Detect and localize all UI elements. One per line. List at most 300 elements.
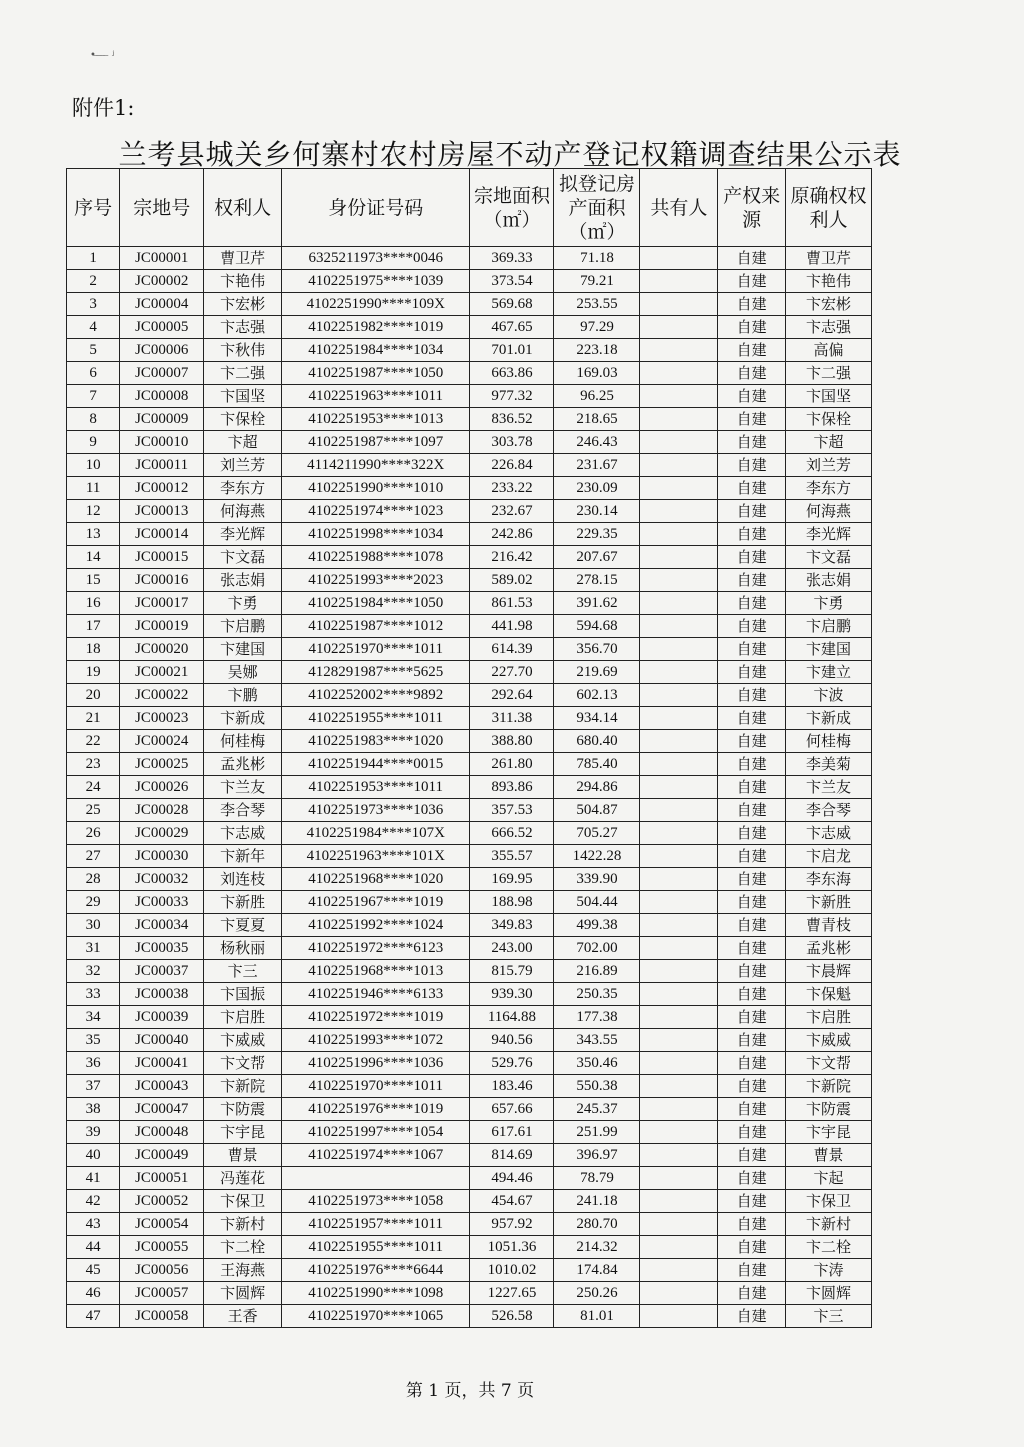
cell-owner: 卞建国 bbox=[204, 638, 282, 661]
cell-house-area: 550.38 bbox=[554, 1075, 640, 1098]
cell-source: 自建 bbox=[718, 1075, 786, 1098]
cell-house-area: 339.90 bbox=[554, 868, 640, 891]
cell-orig-owner: 何海燕 bbox=[785, 500, 871, 523]
cell-orig-owner: 卞威威 bbox=[785, 1029, 871, 1052]
cell-land-area: 388.80 bbox=[470, 730, 554, 753]
cell-id: 4102251996****1036 bbox=[282, 1052, 470, 1075]
table-row bbox=[67, 546, 872, 569]
cell-house-area: 702.00 bbox=[554, 937, 640, 960]
cell-land-area: 666.52 bbox=[470, 822, 554, 845]
cell-orig-owner: 卞超 bbox=[785, 431, 871, 454]
cell-orig-owner: 李合琴 bbox=[785, 799, 871, 822]
cell-land-area: 243.00 bbox=[470, 937, 554, 960]
header-co-owner: 共有人 bbox=[640, 169, 718, 247]
cell-parcel: JC00023 bbox=[120, 707, 204, 730]
cell-orig-owner: 卞晨辉 bbox=[785, 960, 871, 983]
cell-owner: 卞鹏 bbox=[204, 684, 282, 707]
cell-co-owner bbox=[640, 914, 718, 937]
cell-owner: 卞宇昆 bbox=[204, 1121, 282, 1144]
cell-co-owner bbox=[640, 1236, 718, 1259]
cell-orig-owner: 卞文磊 bbox=[785, 546, 871, 569]
cell-seq: 28 bbox=[67, 868, 120, 891]
cell-id bbox=[282, 1167, 470, 1190]
cell-land-area: 311.38 bbox=[470, 707, 554, 730]
cell-owner: 曹卫芹 bbox=[204, 247, 282, 270]
cell-id: 4102251983****1020 bbox=[282, 730, 470, 753]
cell-id: 4102251984****1034 bbox=[282, 339, 470, 362]
cell-land-area: 242.86 bbox=[470, 523, 554, 546]
cell-co-owner bbox=[640, 1029, 718, 1052]
cell-source: 自建 bbox=[718, 1259, 786, 1282]
cell-seq: 1 bbox=[67, 247, 120, 270]
cell-source: 自建 bbox=[718, 293, 786, 316]
table-row bbox=[67, 1236, 872, 1259]
cell-house-area: 177.38 bbox=[554, 1006, 640, 1029]
cell-seq: 34 bbox=[67, 1006, 120, 1029]
cell-id: 4114211990****322X bbox=[282, 454, 470, 477]
cell-parcel: JC00040 bbox=[120, 1029, 204, 1052]
cell-parcel: JC00054 bbox=[120, 1213, 204, 1236]
cell-parcel: JC00058 bbox=[120, 1305, 204, 1328]
cell-parcel: JC00020 bbox=[120, 638, 204, 661]
table-row bbox=[67, 822, 872, 845]
cell-id: 6325211973****0046 bbox=[282, 247, 470, 270]
cell-source: 自建 bbox=[718, 362, 786, 385]
cell-parcel: JC00048 bbox=[120, 1121, 204, 1144]
cell-source: 自建 bbox=[718, 707, 786, 730]
cell-id: 4102251973****1058 bbox=[282, 1190, 470, 1213]
cell-co-owner bbox=[640, 1052, 718, 1075]
cell-house-area: 223.18 bbox=[554, 339, 640, 362]
cell-co-owner bbox=[640, 891, 718, 914]
cell-co-owner bbox=[640, 707, 718, 730]
cell-house-area: 504.87 bbox=[554, 799, 640, 822]
cell-co-owner bbox=[640, 615, 718, 638]
cell-house-area: 71.18 bbox=[554, 247, 640, 270]
attachment-label: 附件1: bbox=[72, 96, 135, 120]
cell-parcel: JC00032 bbox=[120, 868, 204, 891]
cell-house-area: 680.40 bbox=[554, 730, 640, 753]
cell-source: 自建 bbox=[718, 569, 786, 592]
cell-orig-owner: 卞保魁 bbox=[785, 983, 871, 1006]
cell-orig-owner: 李美菊 bbox=[785, 753, 871, 776]
table-row bbox=[67, 247, 872, 270]
cell-seq: 36 bbox=[67, 1052, 120, 1075]
cell-id: 4102251987****1012 bbox=[282, 615, 470, 638]
cell-id: 4102251984****1050 bbox=[282, 592, 470, 615]
cell-parcel: JC00009 bbox=[120, 408, 204, 431]
cell-source: 自建 bbox=[718, 983, 786, 1006]
cell-house-area: 356.70 bbox=[554, 638, 640, 661]
cell-seq: 35 bbox=[67, 1029, 120, 1052]
cell-co-owner bbox=[640, 1098, 718, 1121]
table-row bbox=[67, 1282, 872, 1305]
cell-id: 4102251982****1019 bbox=[282, 316, 470, 339]
cell-source: 自建 bbox=[718, 546, 786, 569]
cell-seq: 22 bbox=[67, 730, 120, 753]
table-row bbox=[67, 1167, 872, 1190]
cell-id: 4102251984****107X bbox=[282, 822, 470, 845]
table-row bbox=[67, 960, 872, 983]
cell-orig-owner: 李光辉 bbox=[785, 523, 871, 546]
cell-id: 4102251990****1098 bbox=[282, 1282, 470, 1305]
cell-owner: 卞二强 bbox=[204, 362, 282, 385]
cell-co-owner bbox=[640, 523, 718, 546]
table-row bbox=[67, 270, 872, 293]
cell-seq: 30 bbox=[67, 914, 120, 937]
cell-land-area: 861.53 bbox=[470, 592, 554, 615]
cell-co-owner bbox=[640, 1190, 718, 1213]
cell-id: 4102251990****1010 bbox=[282, 477, 470, 500]
table-row bbox=[67, 937, 872, 960]
table-row bbox=[67, 454, 872, 477]
cell-owner: 王香 bbox=[204, 1305, 282, 1328]
cell-land-area: 357.53 bbox=[470, 799, 554, 822]
cell-seq: 43 bbox=[67, 1213, 120, 1236]
table-row bbox=[67, 362, 872, 385]
cell-house-area: 934.14 bbox=[554, 707, 640, 730]
cell-parcel: JC00029 bbox=[120, 822, 204, 845]
cell-id: 4102251997****1054 bbox=[282, 1121, 470, 1144]
cell-orig-owner: 高偏 bbox=[785, 339, 871, 362]
cell-co-owner bbox=[640, 661, 718, 684]
cell-id: 4102251963****101X bbox=[282, 845, 470, 868]
cell-parcel: JC00013 bbox=[120, 500, 204, 523]
cell-parcel: JC00043 bbox=[120, 1075, 204, 1098]
cell-orig-owner: 卞三 bbox=[785, 1305, 871, 1328]
cell-house-area: 214.32 bbox=[554, 1236, 640, 1259]
cell-owner: 王海燕 bbox=[204, 1259, 282, 1282]
cell-source: 自建 bbox=[718, 914, 786, 937]
cell-parcel: JC00056 bbox=[120, 1259, 204, 1282]
cell-source: 自建 bbox=[718, 730, 786, 753]
cell-seq: 31 bbox=[67, 937, 120, 960]
cell-orig-owner: 卞保栓 bbox=[785, 408, 871, 431]
table-row bbox=[67, 638, 872, 661]
table-row bbox=[67, 1052, 872, 1075]
cell-seq: 37 bbox=[67, 1075, 120, 1098]
header-source: 产权来源 bbox=[718, 169, 786, 247]
cell-land-area: 454.67 bbox=[470, 1190, 554, 1213]
cell-house-area: 594.68 bbox=[554, 615, 640, 638]
scan-mark: • ̶ ̶ ̶ ̶ ʲ bbox=[90, 50, 115, 61]
cell-orig-owner: 卞起 bbox=[785, 1167, 871, 1190]
cell-orig-owner: 卞宏彬 bbox=[785, 293, 871, 316]
cell-orig-owner: 孟兆彬 bbox=[785, 937, 871, 960]
cell-source: 自建 bbox=[718, 1144, 786, 1167]
cell-parcel: JC00034 bbox=[120, 914, 204, 937]
cell-house-area: 705.27 bbox=[554, 822, 640, 845]
cell-orig-owner: 卞勇 bbox=[785, 592, 871, 615]
table-row bbox=[67, 1213, 872, 1236]
cell-source: 自建 bbox=[718, 776, 786, 799]
cell-owner: 卞三 bbox=[204, 960, 282, 983]
cell-source: 自建 bbox=[718, 891, 786, 914]
cell-land-area: 701.01 bbox=[470, 339, 554, 362]
table-row bbox=[67, 408, 872, 431]
cell-house-area: 241.18 bbox=[554, 1190, 640, 1213]
cell-orig-owner: 李东方 bbox=[785, 477, 871, 500]
cell-land-area: 815.79 bbox=[470, 960, 554, 983]
cell-land-area: 893.86 bbox=[470, 776, 554, 799]
cell-co-owner bbox=[640, 960, 718, 983]
cell-orig-owner: 卞建立 bbox=[785, 661, 871, 684]
cell-seq: 19 bbox=[67, 661, 120, 684]
cell-house-area: 391.62 bbox=[554, 592, 640, 615]
table-row bbox=[67, 914, 872, 937]
cell-owner: 卞夏夏 bbox=[204, 914, 282, 937]
cell-land-area: 617.61 bbox=[470, 1121, 554, 1144]
cell-parcel: JC00037 bbox=[120, 960, 204, 983]
cell-orig-owner: 卞新院 bbox=[785, 1075, 871, 1098]
page-footer: 第 1 页，共 7 页 bbox=[405, 1381, 535, 1401]
cell-house-area: 350.46 bbox=[554, 1052, 640, 1075]
cell-house-area: 246.43 bbox=[554, 431, 640, 454]
cell-seq: 26 bbox=[67, 822, 120, 845]
cell-seq: 45 bbox=[67, 1259, 120, 1282]
cell-parcel: JC00017 bbox=[120, 592, 204, 615]
cell-id: 4102251998****1034 bbox=[282, 523, 470, 546]
cell-land-area: 232.67 bbox=[470, 500, 554, 523]
table-row bbox=[67, 1259, 872, 1282]
cell-parcel: JC00057 bbox=[120, 1282, 204, 1305]
cell-co-owner bbox=[640, 845, 718, 868]
table-row bbox=[67, 500, 872, 523]
cell-id: 4102251987****1050 bbox=[282, 362, 470, 385]
header-owner: 权利人 bbox=[204, 169, 282, 247]
cell-id: 4102251992****1024 bbox=[282, 914, 470, 937]
cell-co-owner bbox=[640, 1144, 718, 1167]
cell-seq: 29 bbox=[67, 891, 120, 914]
cell-seq: 11 bbox=[67, 477, 120, 500]
cell-co-owner bbox=[640, 1075, 718, 1098]
cell-source: 自建 bbox=[718, 247, 786, 270]
cell-parcel: JC00015 bbox=[120, 546, 204, 569]
cell-owner: 卞宏彬 bbox=[204, 293, 282, 316]
cell-parcel: JC00024 bbox=[120, 730, 204, 753]
cell-source: 自建 bbox=[718, 454, 786, 477]
cell-land-area: 940.56 bbox=[470, 1029, 554, 1052]
cell-id: 4102251972****6123 bbox=[282, 937, 470, 960]
cell-seq: 24 bbox=[67, 776, 120, 799]
cell-orig-owner: 卞志威 bbox=[785, 822, 871, 845]
cell-land-area: 349.83 bbox=[470, 914, 554, 937]
cell-seq: 44 bbox=[67, 1236, 120, 1259]
cell-parcel: JC00041 bbox=[120, 1052, 204, 1075]
cell-owner: 卞圆辉 bbox=[204, 1282, 282, 1305]
cell-parcel: JC00021 bbox=[120, 661, 204, 684]
cell-source: 自建 bbox=[718, 523, 786, 546]
cell-parcel: JC00008 bbox=[120, 385, 204, 408]
cell-co-owner bbox=[640, 753, 718, 776]
cell-co-owner bbox=[640, 500, 718, 523]
table-row bbox=[67, 615, 872, 638]
cell-land-area: 261.80 bbox=[470, 753, 554, 776]
cell-land-area: 529.76 bbox=[470, 1052, 554, 1075]
cell-source: 自建 bbox=[718, 960, 786, 983]
cell-seq: 46 bbox=[67, 1282, 120, 1305]
cell-source: 自建 bbox=[718, 1213, 786, 1236]
cell-land-area: 977.32 bbox=[470, 385, 554, 408]
cell-parcel: JC00028 bbox=[120, 799, 204, 822]
cell-id: 4102251967****1019 bbox=[282, 891, 470, 914]
cell-parcel: JC00019 bbox=[120, 615, 204, 638]
cell-owner: 孟兆彬 bbox=[204, 753, 282, 776]
cell-id: 4102251968****1013 bbox=[282, 960, 470, 983]
cell-parcel: JC00047 bbox=[120, 1098, 204, 1121]
cell-owner: 吴娜 bbox=[204, 661, 282, 684]
cell-source: 自建 bbox=[718, 868, 786, 891]
header-parcel: 宗地号 bbox=[120, 169, 204, 247]
cell-seq: 2 bbox=[67, 270, 120, 293]
cell-land-area: 441.98 bbox=[470, 615, 554, 638]
cell-id: 4128291987****5625 bbox=[282, 661, 470, 684]
cell-house-area: 250.26 bbox=[554, 1282, 640, 1305]
cell-land-area: 569.68 bbox=[470, 293, 554, 316]
cell-id: 4102251970****1065 bbox=[282, 1305, 470, 1328]
cell-house-area: 785.40 bbox=[554, 753, 640, 776]
cell-seq: 13 bbox=[67, 523, 120, 546]
cell-orig-owner: 李东海 bbox=[785, 868, 871, 891]
cell-owner: 李合琴 bbox=[204, 799, 282, 822]
cell-owner: 刘连枝 bbox=[204, 868, 282, 891]
table-row bbox=[67, 477, 872, 500]
cell-source: 自建 bbox=[718, 638, 786, 661]
cell-id: 4102251993****2023 bbox=[282, 569, 470, 592]
table-row bbox=[67, 891, 872, 914]
cell-house-area: 79.21 bbox=[554, 270, 640, 293]
cell-parcel: JC00001 bbox=[120, 247, 204, 270]
cell-orig-owner: 卞启鹏 bbox=[785, 615, 871, 638]
cell-source: 自建 bbox=[718, 1029, 786, 1052]
cell-orig-owner: 卞国坚 bbox=[785, 385, 871, 408]
cell-source: 自建 bbox=[718, 1167, 786, 1190]
cell-id: 4102251946****6133 bbox=[282, 983, 470, 1006]
cell-house-area: 1422.28 bbox=[554, 845, 640, 868]
cell-seq: 41 bbox=[67, 1167, 120, 1190]
cell-owner: 李东方 bbox=[204, 477, 282, 500]
cell-land-area: 657.66 bbox=[470, 1098, 554, 1121]
results-table bbox=[66, 168, 872, 1328]
cell-id: 4102251953****1011 bbox=[282, 776, 470, 799]
cell-parcel: JC00022 bbox=[120, 684, 204, 707]
cell-orig-owner: 卞宇昆 bbox=[785, 1121, 871, 1144]
cell-source: 自建 bbox=[718, 477, 786, 500]
cell-seq: 4 bbox=[67, 316, 120, 339]
cell-seq: 25 bbox=[67, 799, 120, 822]
cell-owner: 卞防震 bbox=[204, 1098, 282, 1121]
cell-house-area: 602.13 bbox=[554, 684, 640, 707]
cell-source: 自建 bbox=[718, 1098, 786, 1121]
cell-land-area: 589.02 bbox=[470, 569, 554, 592]
cell-owner: 卞二栓 bbox=[204, 1236, 282, 1259]
cell-land-area: 227.70 bbox=[470, 661, 554, 684]
cell-source: 自建 bbox=[718, 339, 786, 362]
cell-land-area: 614.39 bbox=[470, 638, 554, 661]
cell-house-area: 78.79 bbox=[554, 1167, 640, 1190]
cell-land-area: 216.42 bbox=[470, 546, 554, 569]
table-row bbox=[67, 385, 872, 408]
table-row bbox=[67, 316, 872, 339]
cell-land-area: 1164.88 bbox=[470, 1006, 554, 1029]
cell-source: 自建 bbox=[718, 684, 786, 707]
table-row bbox=[67, 1098, 872, 1121]
cell-orig-owner: 卞二栓 bbox=[785, 1236, 871, 1259]
cell-co-owner bbox=[640, 477, 718, 500]
cell-house-area: 218.65 bbox=[554, 408, 640, 431]
cell-source: 自建 bbox=[718, 270, 786, 293]
cell-owner: 曹景 bbox=[204, 1144, 282, 1167]
cell-owner: 卞文磊 bbox=[204, 546, 282, 569]
cell-seq: 5 bbox=[67, 339, 120, 362]
cell-land-area: 226.84 bbox=[470, 454, 554, 477]
cell-co-owner bbox=[640, 431, 718, 454]
cell-source: 自建 bbox=[718, 753, 786, 776]
table-row bbox=[67, 684, 872, 707]
cell-owner: 卞新胜 bbox=[204, 891, 282, 914]
header-id: 身份证号码 bbox=[282, 169, 470, 247]
cell-id: 4102251993****1072 bbox=[282, 1029, 470, 1052]
table-body bbox=[67, 247, 872, 1328]
cell-house-area: 230.14 bbox=[554, 500, 640, 523]
cell-co-owner bbox=[640, 1305, 718, 1328]
cell-land-area: 1051.36 bbox=[470, 1236, 554, 1259]
cell-owner: 何桂梅 bbox=[204, 730, 282, 753]
cell-id: 4102251968****1020 bbox=[282, 868, 470, 891]
cell-source: 自建 bbox=[718, 592, 786, 615]
cell-seq: 6 bbox=[67, 362, 120, 385]
cell-house-area: 253.55 bbox=[554, 293, 640, 316]
cell-id: 4102251974****1067 bbox=[282, 1144, 470, 1167]
cell-parcel: JC00033 bbox=[120, 891, 204, 914]
cell-orig-owner: 曹景 bbox=[785, 1144, 871, 1167]
cell-co-owner bbox=[640, 1282, 718, 1305]
cell-house-area: 174.84 bbox=[554, 1259, 640, 1282]
table-row bbox=[67, 1075, 872, 1098]
cell-parcel: JC00006 bbox=[120, 339, 204, 362]
table-row bbox=[67, 592, 872, 615]
cell-owner: 卞国振 bbox=[204, 983, 282, 1006]
cell-orig-owner: 卞二强 bbox=[785, 362, 871, 385]
cell-source: 自建 bbox=[718, 408, 786, 431]
cell-house-area: 230.09 bbox=[554, 477, 640, 500]
cell-source: 自建 bbox=[718, 431, 786, 454]
cell-parcel: JC00049 bbox=[120, 1144, 204, 1167]
cell-seq: 12 bbox=[67, 500, 120, 523]
cell-orig-owner: 刘兰芳 bbox=[785, 454, 871, 477]
cell-house-area: 343.55 bbox=[554, 1029, 640, 1052]
cell-parcel: JC00007 bbox=[120, 362, 204, 385]
table-row bbox=[67, 845, 872, 868]
cell-orig-owner: 卞涛 bbox=[785, 1259, 871, 1282]
cell-land-area: 169.95 bbox=[470, 868, 554, 891]
cell-seq: 33 bbox=[67, 983, 120, 1006]
cell-parcel: JC00030 bbox=[120, 845, 204, 868]
cell-parcel: JC00051 bbox=[120, 1167, 204, 1190]
cell-house-area: 250.35 bbox=[554, 983, 640, 1006]
cell-owner: 卞超 bbox=[204, 431, 282, 454]
cell-id: 4102251976****1019 bbox=[282, 1098, 470, 1121]
cell-co-owner bbox=[640, 270, 718, 293]
header-house-area: 拟登记房产面积（㎡） bbox=[554, 169, 640, 247]
cell-parcel: JC00025 bbox=[120, 753, 204, 776]
cell-orig-owner: 卞新村 bbox=[785, 1213, 871, 1236]
cell-house-area: 231.67 bbox=[554, 454, 640, 477]
table-row bbox=[67, 523, 872, 546]
cell-seq: 47 bbox=[67, 1305, 120, 1328]
cell-seq: 23 bbox=[67, 753, 120, 776]
cell-orig-owner: 卞启胜 bbox=[785, 1006, 871, 1029]
